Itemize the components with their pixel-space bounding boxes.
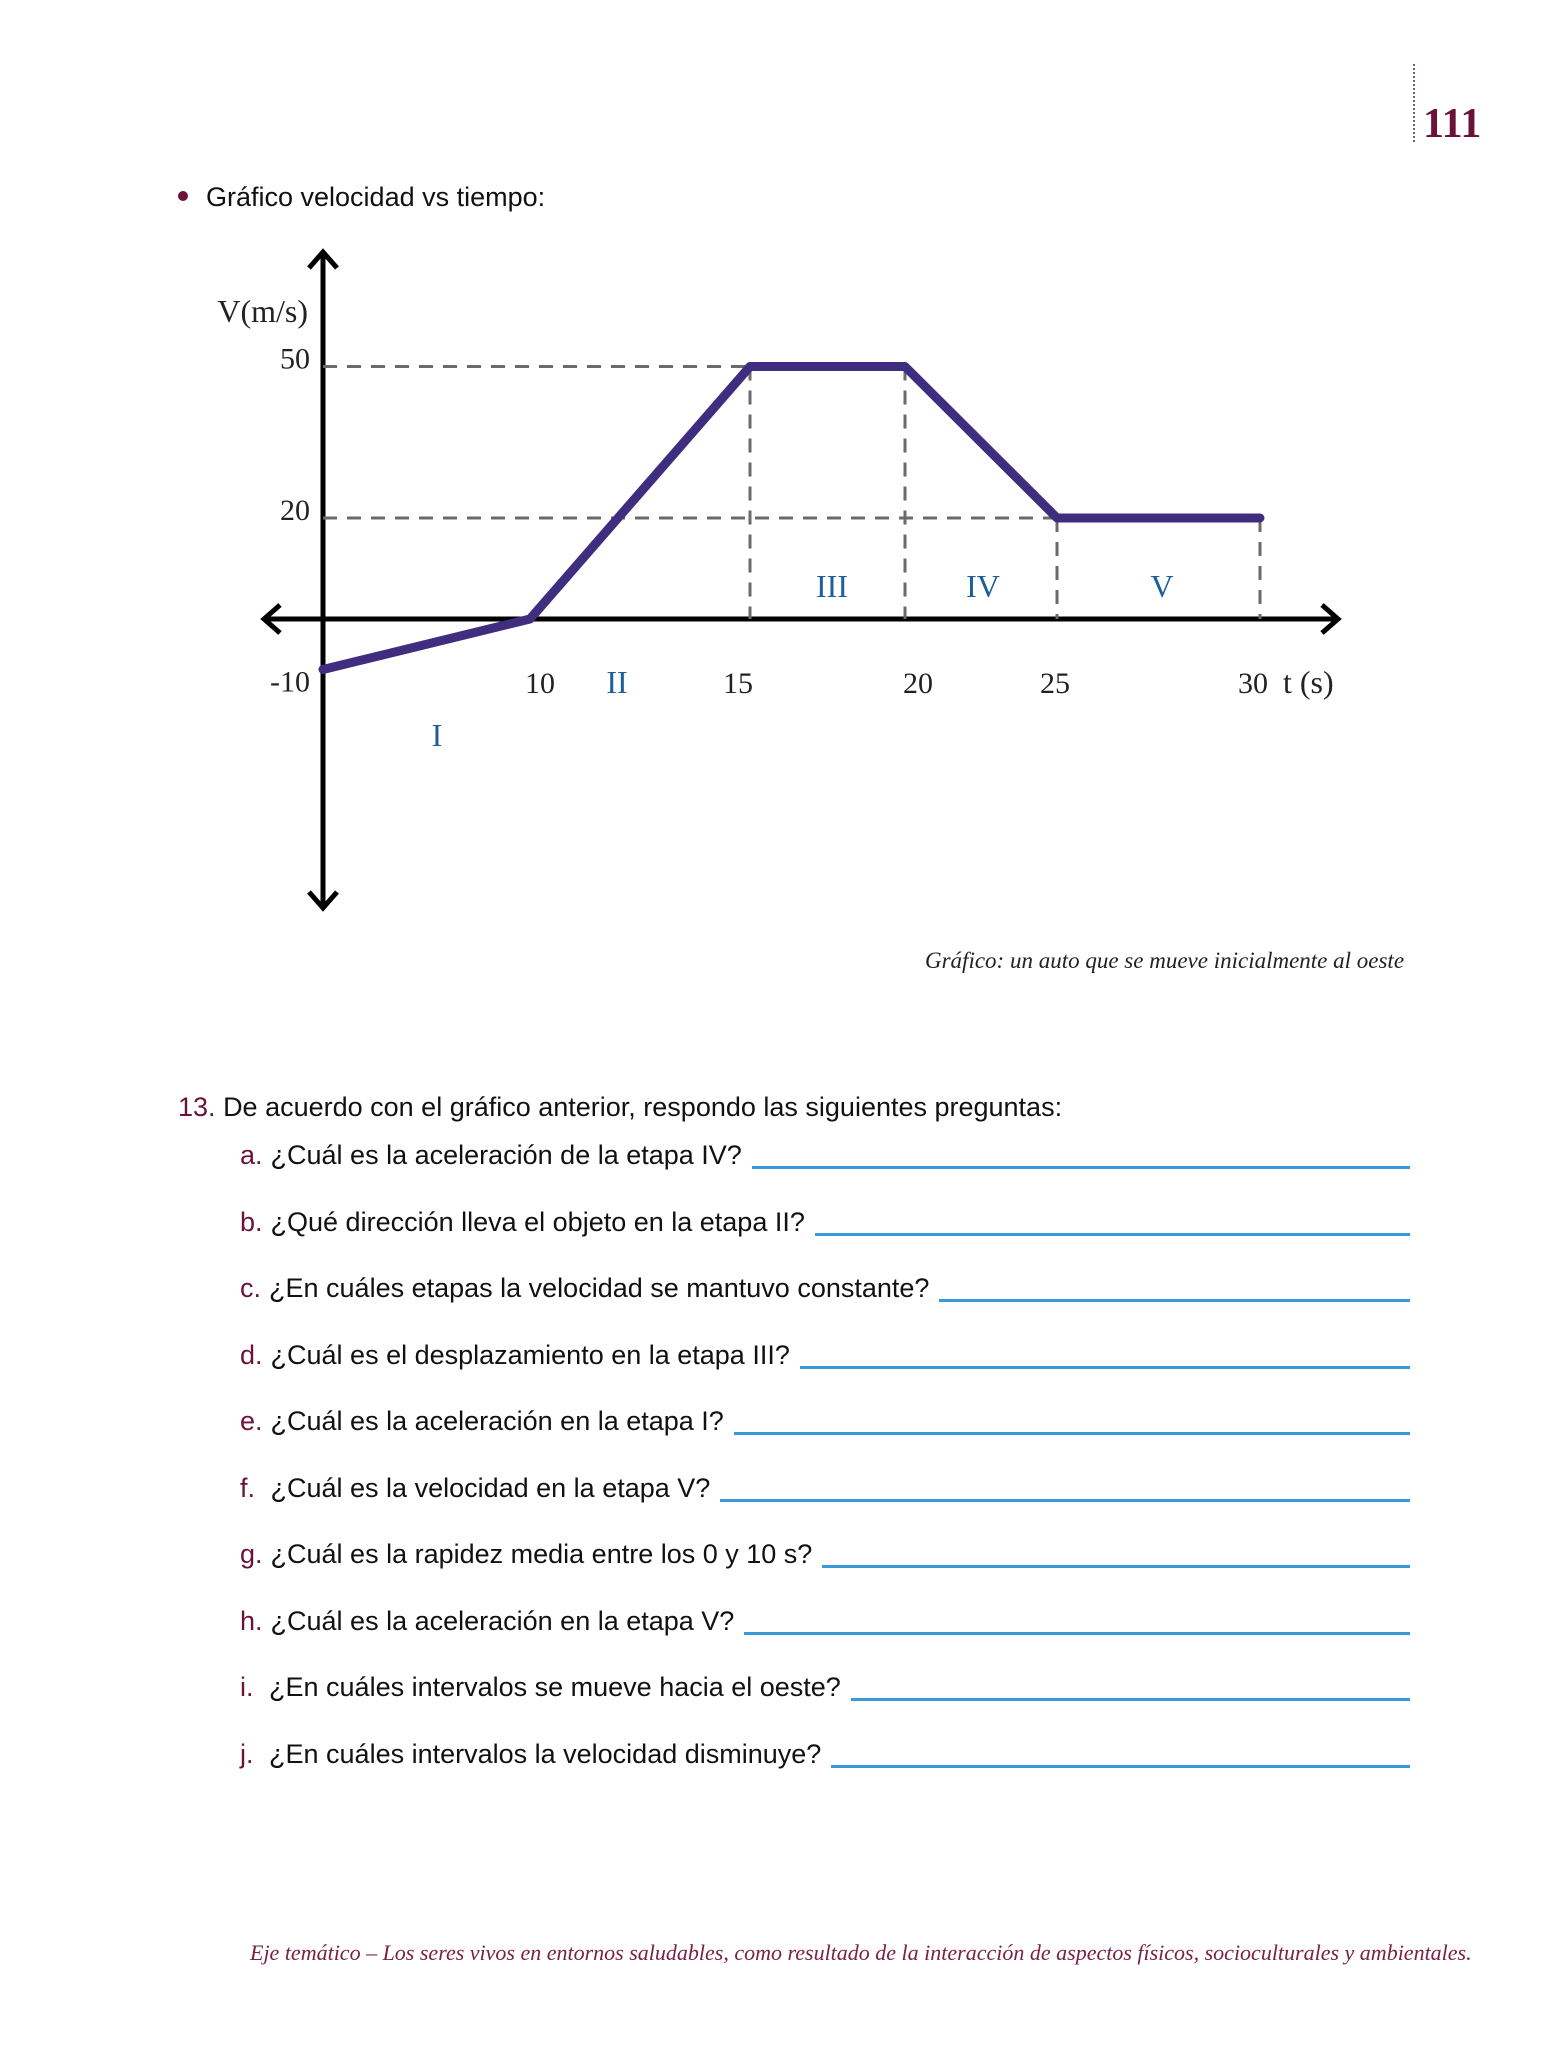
x-tick-label: 10	[525, 667, 555, 700]
answer-line[interactable]	[822, 1565, 1410, 1568]
question-text: ¿Cuál es la aceleración de la etapa IV?	[270, 1140, 742, 1170]
question-item	[240, 1140, 1410, 1207]
question-item	[240, 1672, 1410, 1739]
question-letter: i.	[240, 1672, 262, 1702]
stage-label: I	[431, 717, 443, 753]
chart-heading	[178, 182, 545, 213]
bullet-icon	[178, 191, 188, 201]
question-letter: b.	[240, 1206, 263, 1237]
velocity-time-chart	[0, 230, 1400, 930]
question-letter: g.	[240, 1539, 263, 1569]
answer-line[interactable]	[720, 1499, 1410, 1502]
chart-caption: Gráfico: un auto que se mueve inicialmente al oeste	[925, 948, 1405, 973]
x-tick-label: 30	[1238, 667, 1268, 700]
stage-label: III	[816, 568, 848, 604]
answer-line[interactable]	[800, 1366, 1410, 1369]
question-letter: h.	[240, 1605, 263, 1636]
question-intro: De acuerdo con el gráfico anterior, respondo las siguientes preguntas:	[223, 1092, 1063, 1122]
page-number: 111	[1423, 101, 1482, 147]
question-text: ¿En cuáles intervalos la velocidad disminuye?	[269, 1738, 822, 1769]
question-block-title	[178, 1092, 1062, 1123]
question-number: 13.	[178, 1092, 216, 1122]
answer-line[interactable]	[815, 1233, 1410, 1236]
x-tick-label: 25	[1040, 667, 1070, 700]
page-number-divider	[1413, 64, 1415, 142]
answer-line[interactable]	[939, 1299, 1410, 1302]
question-item	[240, 1606, 1410, 1673]
question-letter: c.	[240, 1273, 262, 1303]
stage-labels	[432, 568, 1174, 753]
question-list	[240, 1140, 1410, 1805]
question-text: ¿Qué dirección lleva el objeto en la etapa II?	[270, 1206, 805, 1237]
x-tick-label: 15	[723, 667, 753, 700]
y-tick-label: -10	[270, 665, 310, 699]
question-item	[240, 1539, 1410, 1606]
stage-label: II	[606, 664, 628, 700]
question-letter: j.	[240, 1738, 262, 1769]
question-text: ¿Cuál es la rapidez media entre los 0 y 10 s?	[270, 1539, 813, 1569]
chart-axes	[264, 252, 1338, 908]
stage-label: IV	[966, 568, 1000, 604]
y-tick-label: 50	[280, 342, 310, 376]
question-letter: f.	[240, 1472, 263, 1503]
x-tick-labels	[525, 667, 1268, 700]
x-tick-label: 20	[903, 667, 933, 700]
chart-heading-text: Gráfico velocidad vs tiempo:	[206, 182, 546, 212]
question-letter: d.	[240, 1339, 263, 1370]
answer-line[interactable]	[831, 1765, 1410, 1768]
stage-label: V	[1150, 568, 1174, 604]
question-item	[240, 1207, 1410, 1274]
answer-line[interactable]	[752, 1166, 1410, 1169]
question-text: ¿Cuál es la aceleración en la etapa I?	[270, 1406, 724, 1436]
question-item	[240, 1273, 1410, 1340]
y-axis-label: V(m/s)	[217, 293, 308, 329]
question-text: ¿Cuál es el desplazamiento en la etapa III?	[270, 1339, 790, 1370]
answer-line[interactable]	[734, 1432, 1410, 1435]
page-footer: Eje temático – Los seres vivos en entornos saludables, como resultado de la interacción de aspectos físicos, socioculturales y ambientales.	[250, 1940, 1472, 1965]
question-item	[240, 1739, 1410, 1806]
reference-lines	[323, 367, 1260, 620]
question-text: ¿En cuáles intervalos se mueve hacia el oeste?	[269, 1672, 841, 1702]
question-item	[240, 1406, 1410, 1473]
answer-line[interactable]	[744, 1632, 1410, 1635]
question-item	[240, 1473, 1410, 1540]
question-item	[240, 1340, 1410, 1407]
question-text: ¿Cuál es la aceleración en la etapa V?	[270, 1605, 735, 1636]
x-axis-label: t (s)	[1283, 664, 1334, 700]
question-letter: a.	[240, 1140, 263, 1170]
question-letter: e.	[240, 1406, 263, 1436]
y-tick-labels	[270, 343, 310, 699]
y-tick-label: 20	[280, 494, 310, 527]
answer-line[interactable]	[851, 1698, 1410, 1701]
question-text: ¿En cuáles etapas la velocidad se mantuvo constante?	[269, 1273, 930, 1303]
question-text: ¿Cuál es la velocidad en la etapa V?	[270, 1472, 711, 1503]
